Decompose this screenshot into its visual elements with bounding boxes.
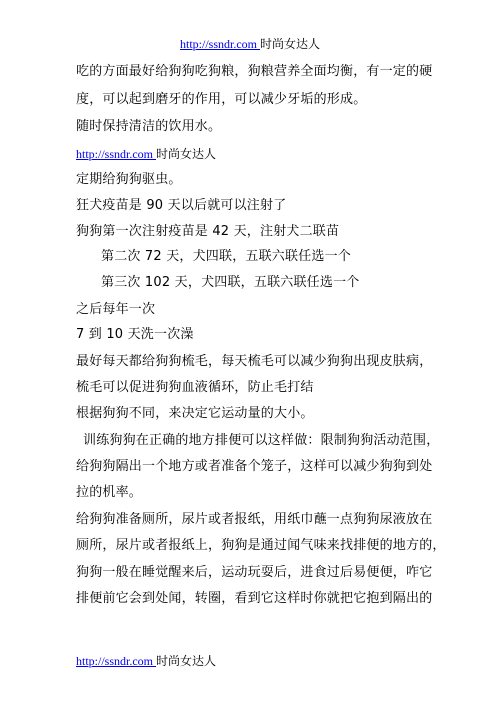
page-footer xyxy=(76,653,216,669)
inline-brand: 时尚女达人 xyxy=(156,147,217,161)
text-line: 随时保持清洁的饮用水。 xyxy=(76,119,222,134)
text-line: 狂犬疫苗是 90 天以后就可以注射了 xyxy=(76,198,287,213)
inline-reference xyxy=(76,146,216,162)
text-line: 之后每年一次 xyxy=(76,302,156,317)
text-line: 最好每天都给狗狗梳毛，每天梳毛可以减少狗狗出现皮肤病， xyxy=(76,354,433,369)
text-line: 度，可以起到磨牙的作用，可以减少牙垢的形成。 xyxy=(76,92,367,107)
header-brand: 时尚女达人 xyxy=(260,37,321,51)
footer-link[interactable]: http://ssndr.com xyxy=(76,654,157,668)
text-line: 给狗狗准备厕所，尿片或者报纸，用纸巾蘸一点狗狗尿液放在 xyxy=(76,512,433,527)
text-line: 7 到 10 天洗一次澡 xyxy=(76,327,194,342)
text-line: 第二次 72 天，犬四联，五联六联任选一个 xyxy=(101,249,352,264)
text-line: 定期给狗狗驱虫。 xyxy=(76,172,182,187)
text-line: 排便前它会到处闻，转圈，看到它这样时你就把它抱到隔出的 xyxy=(76,591,433,606)
text-line: 厕所，尿片或者报纸上，狗狗是通过闻气味来找排便的地方的， xyxy=(76,538,446,553)
text-line: 梳毛可以促进狗狗血液循环，防止毛打结 xyxy=(76,380,314,395)
text-line: 拉的机率。 xyxy=(76,485,143,500)
text-line: 训练狗狗在正确的地方排便可以这样做：限制狗狗活动范围， xyxy=(83,433,440,448)
text-line: 根据狗狗不同，来决定它运动量的大小。 xyxy=(76,406,314,421)
footer-brand: 时尚女达人 xyxy=(156,654,217,668)
text-line: 给狗狗隔出一个地方或者准备个笼子，这样可以减少狗狗到处 xyxy=(76,459,433,474)
text-line: 吃的方面最好给狗狗吃狗粮，狗粮营养全面均衡，有一定的硬 xyxy=(76,64,433,79)
text-line: 狗狗一般在睡觉醒来后，运动玩耍后，进食过后易便便，咋它 xyxy=(76,565,433,580)
text-line: 狗狗第一次注射疫苗是 42 天，注射犬二联苗 xyxy=(76,224,340,239)
page-header xyxy=(0,36,500,52)
header-link[interactable]: http://ssndr.com xyxy=(179,37,260,51)
text-line: 第三次 102 天，犬四联，五联六联任选一个 xyxy=(101,275,360,290)
inline-link[interactable]: http://ssndr.com xyxy=(76,147,157,161)
